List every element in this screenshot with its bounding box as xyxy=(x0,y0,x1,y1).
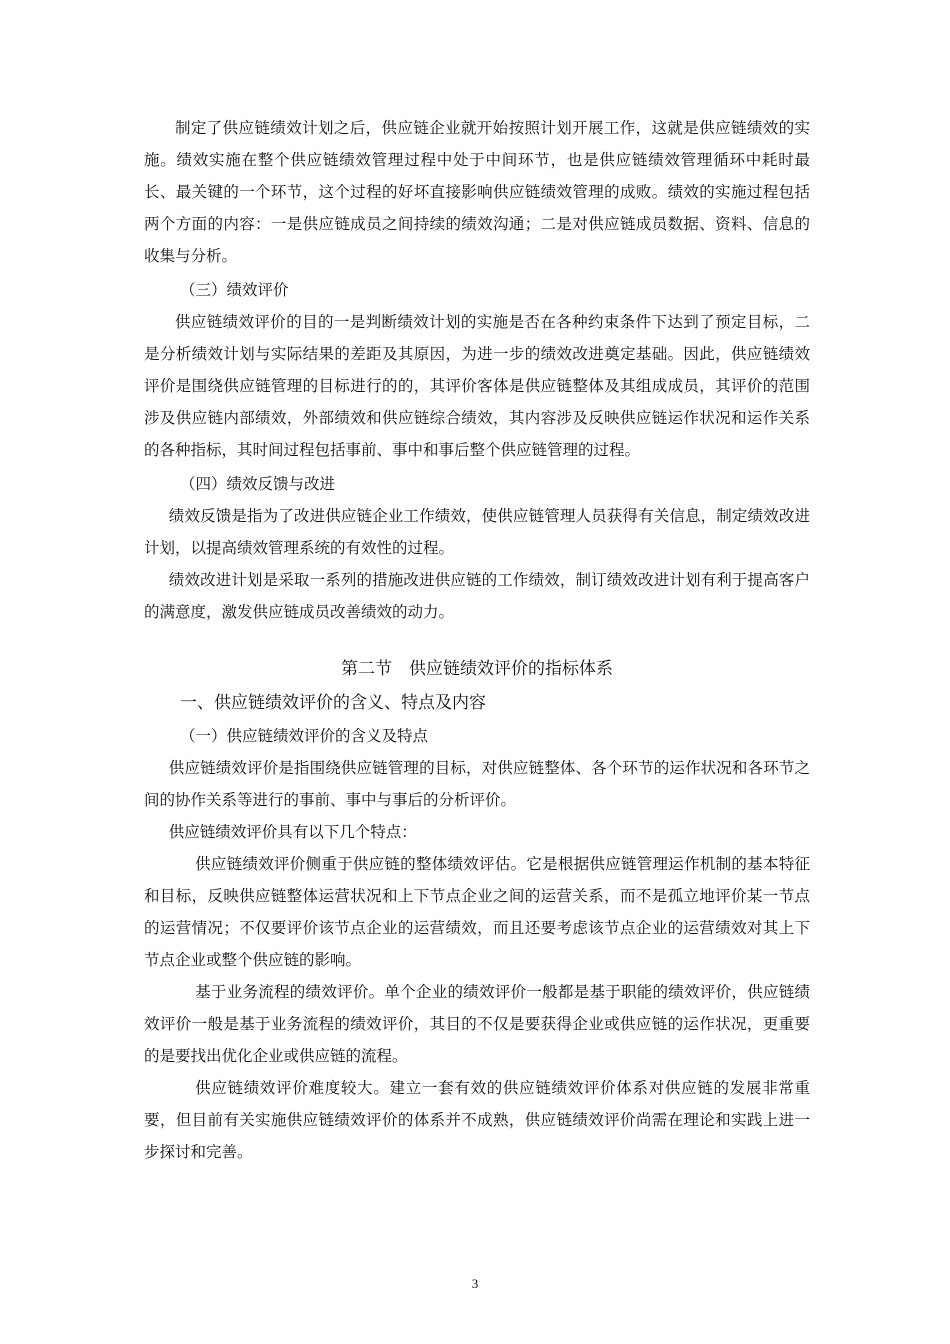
paragraph-features-intro: 供应链绩效评价具有以下几个特点： xyxy=(168,823,417,841)
paragraph-evaluation-purpose: 供应链绩效评价的目的一是判断绩效计划的实施是否在各种约束条件下达到了预定目标，二是分析绩效计划与实际结果的差距及其原因，为进一步的绩效改进奠定基础。因此，供应链绩效评价是围绕供应链管理的目标进行的的，其评价客体是供应链整体及其组成成员，其评价的范围涉及供应链内部绩效，外部绩效和供应链综合绩效，其内容涉及反映供应链运作状况和运作关系的各种指标，其时间过程包括事前、事中和事后整个供应链管理的过程。 xyxy=(144,313,810,459)
paragraph-implementation: 制定了供应链绩效计划之后，供应链企业就开始按照计划开展工作，这就是供应链绩效的实施。绩效实施在整个供应链绩效管理过程中处于中间环节，也是供应链绩效管理循环中耗时最长、最关键的一个环节，这个过程的好坏直接影响供应链绩效管理的成败。绩效的实施过程包括两个方面的内容：一是供应链成员之间持续的绩效沟通；二是对供应链成员数据、资料、信息的收集与分析。 xyxy=(144,119,810,265)
page-number: 3 xyxy=(471,1276,479,1291)
paragraph-improvement-plan: 绩效改进计划是采取一系列的措施改进供应链的工作绩效，制订绩效改进计划有利于提高客户的满意度，激发供应链成员改善绩效的动力。 xyxy=(144,571,810,621)
heading-performance-evaluation: （三）绩效评价 xyxy=(180,281,289,299)
heading-definition-features: （一）供应链绩效评价的含义及特点 xyxy=(180,727,429,745)
paragraph-feature-difficulty: 供应链绩效评价难度较大。建立一套有效的供应链绩效评价体系对供应链的发展非常重要，但目前有关实施供应链绩效评价的体系并不成熟，供应链绩效评价尚需在理论和实践上进一步探讨和完善。 xyxy=(144,1079,810,1161)
paragraph-feedback: 绩效反馈是指为了改进供应链企业工作绩效，使供应链管理人员获得有关信息，制定绩效改进计划，以提高绩效管理系统的有效性的过程。 xyxy=(144,507,810,557)
chapter-heading: 一、供应链绩效评价的含义、特点及内容 xyxy=(180,693,486,713)
heading-feedback-improvement: （四）绩效反馈与改进 xyxy=(180,475,336,493)
section-title: 第二节 供应链绩效评价的指标体系 xyxy=(341,659,613,679)
paragraph-feature-process: 基于业务流程的绩效评价。单个企业的绩效评价一般都是基于职能的绩效评价，供应链绩效评价一般是基于业务流程的绩效评价，其目的不仅是要获得企业或供应链的运作状况，更重要的是要找出优化企业或供应链的流程。 xyxy=(144,983,810,1065)
paragraph-feature-overall: 供应链绩效评价侧重于供应链的整体绩效评估。它是根据供应链管理运作机制的基本特征和目标，反映供应链整体运营状况和上下节点企业之间的运营关系，而不是孤立地评价某一节点的运营情况；不仅要评价该节点企业的运营绩效，而且还要考虑该节点企业的运营绩效对其上下节点企业或整个供应链的影响。 xyxy=(144,855,810,969)
paragraph-definition: 供应链绩效评价是指围绕供应链管理的目标，对供应链整体、各个环节的运作状况和各环节之间的协作关系等进行的事前、事中与事后的分析评价。 xyxy=(144,759,810,809)
document-page xyxy=(144,112,810,1168)
